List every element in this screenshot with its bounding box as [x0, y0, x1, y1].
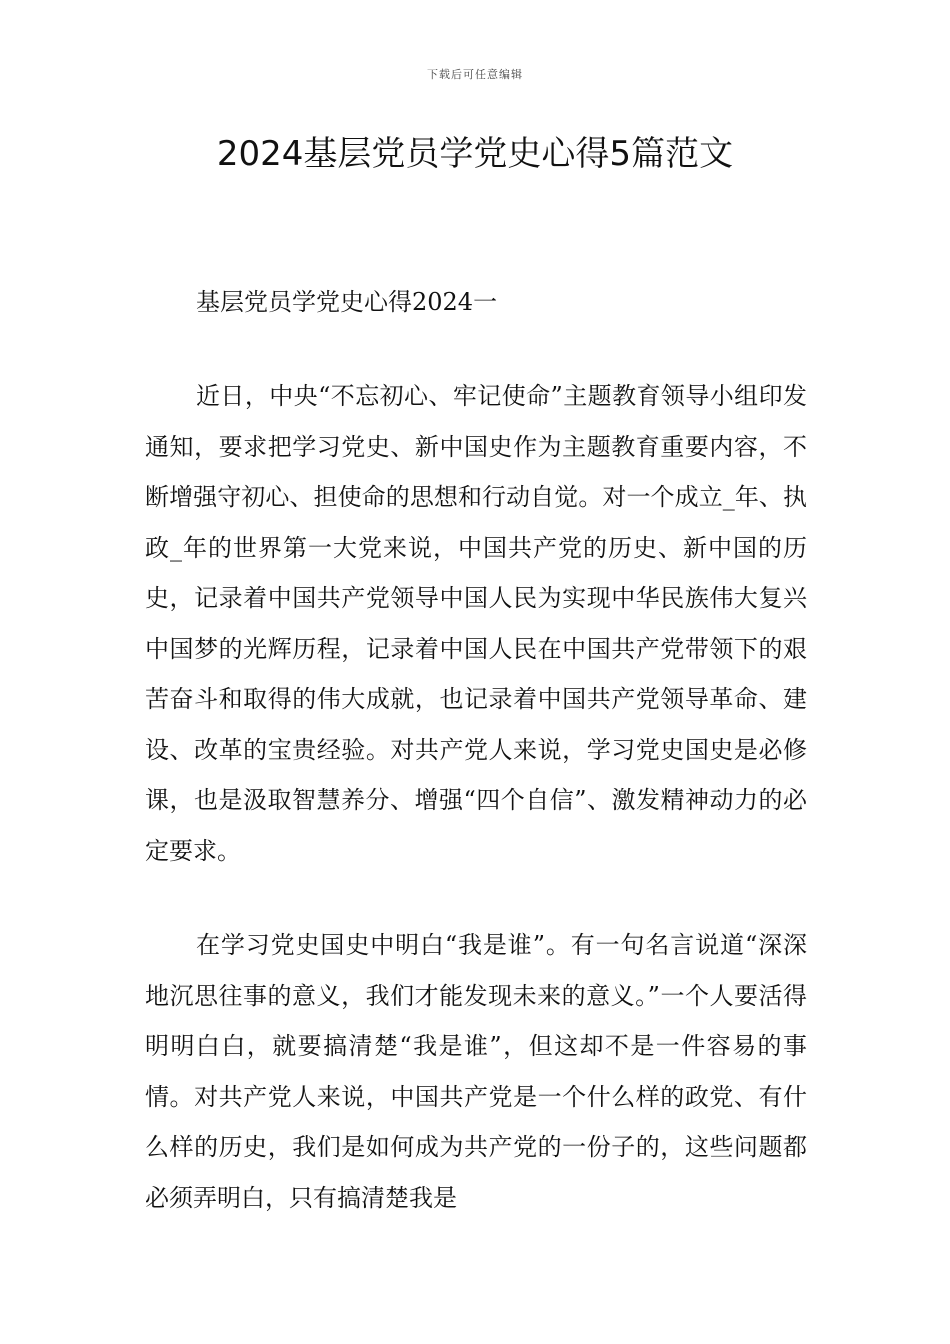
- header-note: 下载后可任意编辑: [427, 68, 523, 81]
- body-paragraph-2: 在学习党史国史中明白“我是谁”。有一句名言说道“深深地沉思往事的意义，我们才能发现未来的意义。”一个人要活得明明白白，就要搞清楚“我是谁”，但这却不是一件容易的事情。对共产党人来说，中国共产党是一个什么样的政党、有什么样的历史，我们是如何成为共产党的一份子的，这些问题都必须弄明白，只有搞清楚我是: [145, 931, 807, 1212]
- body-paragraph-1: 近日，中央“不忘初心、牢记使命”主题教育领导小组印发通知，要求把学习党史、新中国史作为主题教育重要内容，不断增强守初心、担使命的思想和行动自觉。对一个成立_年、执政_年的世界第一大党来说，中国共产党的历史、新中国的历史，记录着中国共产党领导中国人民为实现中华民族伟大复兴中国梦的光辉历程，记录着中国人民在中国共产党带领下的艰苦奋斗和取得的伟大成就，也记录着中国共产党领导革命、建设、改革的宝贵经验。对共产党人来说，学习党史国史是必修课，也是汲取智慧养分、增强“四个自信”、激发精神动力的必定要求。: [145, 382, 807, 865]
- document-title: 2024基层党员学党史心得5篇范文: [216, 134, 734, 174]
- section-subtitle: 基层党员学党史心得2024一: [196, 288, 498, 316]
